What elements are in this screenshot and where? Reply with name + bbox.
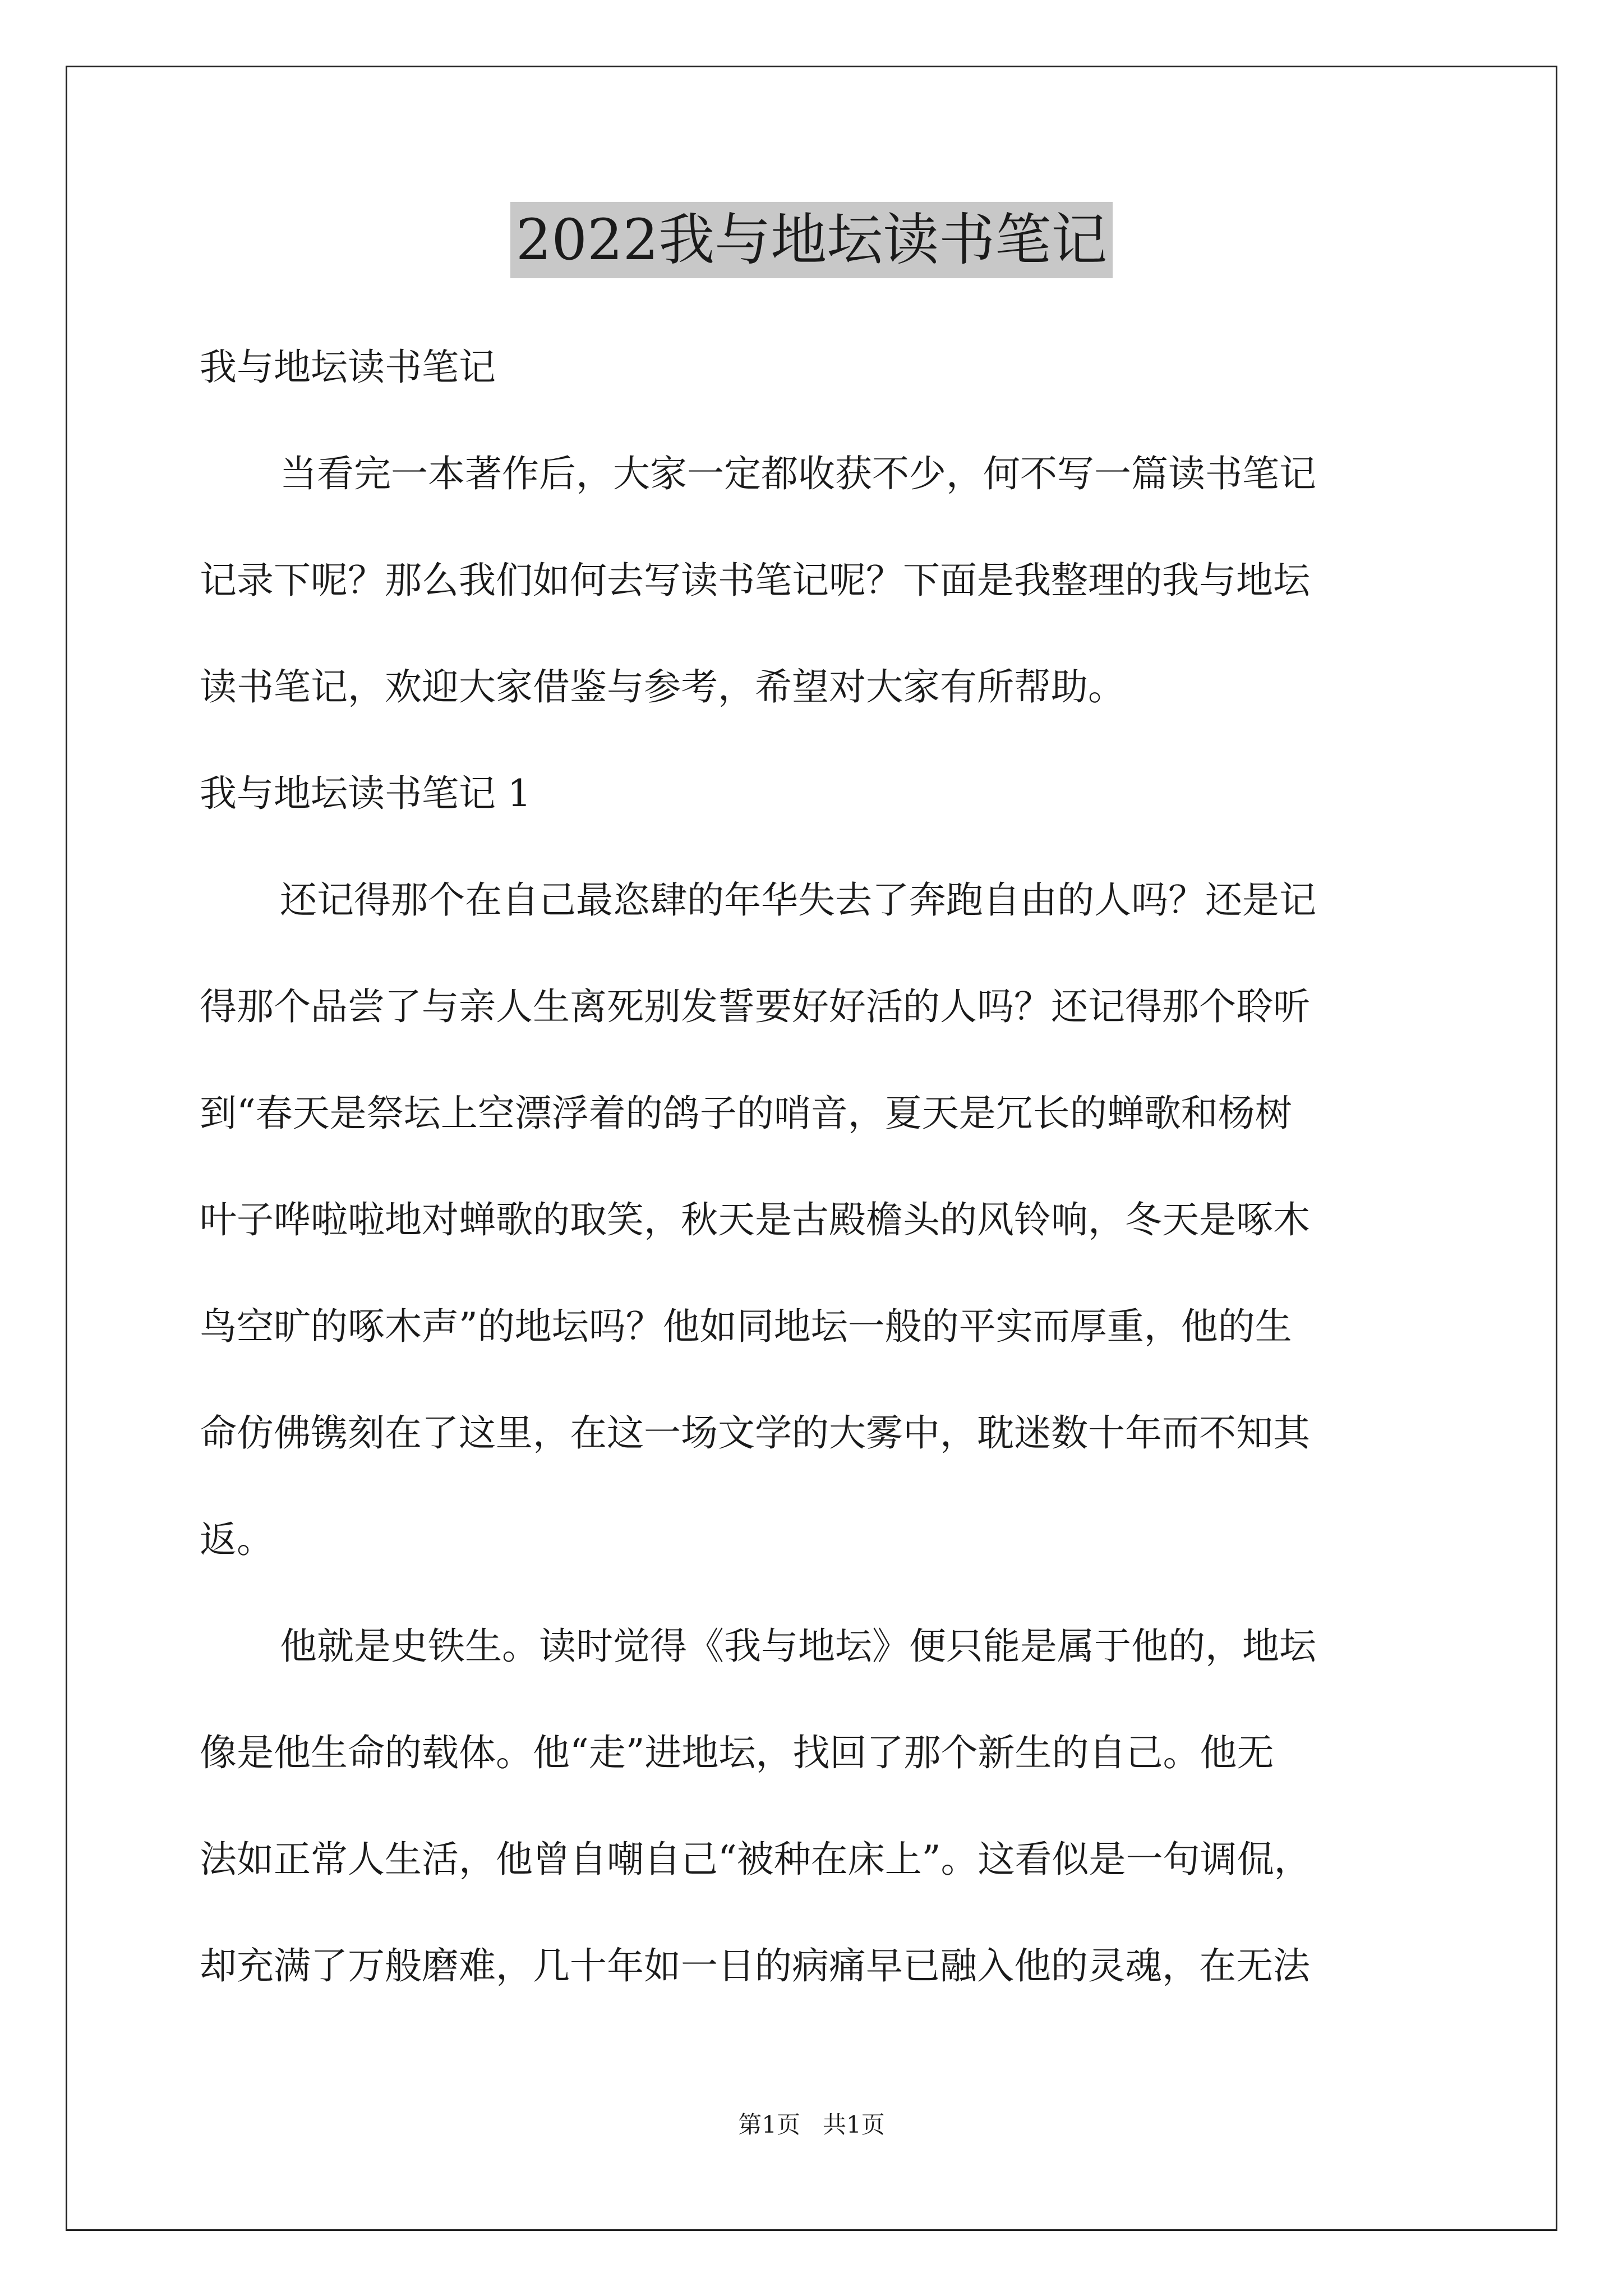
paragraph-line: 法如正常人生活，他曾自嘲自己“被种在床上”。这看似是一句调侃，: [200, 1838, 1311, 1881]
paragraph-line: 记录下呢？那么我们如何去写读书笔记呢？下面是我整理的我与地坛: [200, 559, 1310, 602]
paragraph-line: 叶子哗啦啦地对蝉歌的取笑，秋天是古殿檐头的风铃响，冬天是啄木: [200, 1198, 1310, 1241]
paragraph-line: 返。: [200, 1518, 274, 1561]
paragraph-line: 当看完一本著作后，大家一定都收获不少，何不写一篇读书笔记: [280, 452, 1316, 495]
section-heading: 我与地坛读书笔记: [200, 346, 496, 389]
document-body: [200, 314, 1433, 2019]
document-title: 2022我与地坛读书笔记: [510, 202, 1113, 278]
title-container: [0, 202, 1623, 278]
paragraph-line: 他就是史铁生。读时觉得《我与地坛》便只能是属于他的，地坛: [280, 1625, 1316, 1668]
paragraph-line: 像是他生命的载体。他“走”进地坛，找回了那个新生的自己。他无: [200, 1731, 1274, 1774]
paragraph-line: 命仿佛镌刻在了这里，在这一场文学的大雾中，耽迷数十年而不知其: [200, 1411, 1310, 1455]
paragraph-line: 到“春天是祭坛上空漂浮着的鸽子的哨音，夏天是冗长的蝉歌和杨树: [200, 1092, 1292, 1135]
paragraph-line: 还记得那个在自己最恣肆的年华失去了奔跑自由的人吗？还是记: [280, 878, 1316, 922]
page-footer: 第1页 共1页: [738, 2111, 885, 2138]
paragraph-line: 鸟空旷的啄木声”的地坛吗？他如同地坛一般的平实而厚重，他的生: [200, 1305, 1292, 1348]
section-heading: 我与地坛读书笔记 1: [200, 772, 531, 815]
paragraph-line: 读书笔记，欢迎大家借鉴与参考，希望对大家有所帮助。: [200, 665, 1125, 708]
paragraph-line: 得那个品尝了与亲人生离死别发誓要好好活的人吗？还记得那个聆听: [200, 985, 1310, 1028]
paragraph-line: 却充满了万般磨难，几十年如一日的病痛早已融入他的灵魂，在无法: [200, 1944, 1310, 1987]
